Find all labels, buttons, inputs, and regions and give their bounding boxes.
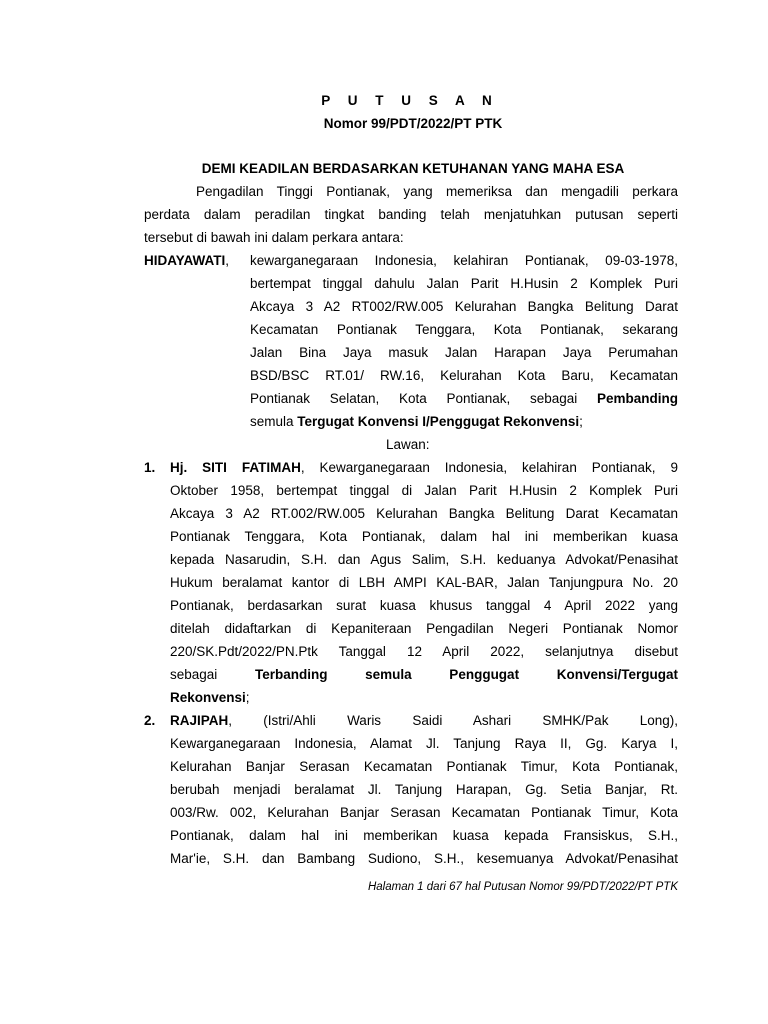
party2-name: Hj. SITI FATIMAH [170,460,301,475]
party1-line-2: bertempat tinggal dahulu Jalan Parit H.Husin 2 Komplek Puri [250,276,678,291]
party3-line-4: berubah menjadi beralamat Jl. Tanjung Harapan, Gg. Setia Banjar, Rt. [170,782,678,797]
party1-line-8 [250,411,583,433]
heading: DEMI KEADILAN BERDASARKAN KETUHANAN YANG MAHA ESA [201,161,625,176]
party1-line-1: kewarganegaraan Indonesia, kelahiran Pontianak, 09-03-1978, [250,253,678,268]
lawan-label: Lawan: [386,437,430,452]
party3-number: 2. [144,713,156,728]
party2-line-1-rest: , Kewarganegaraan Indonesia, kelahiran Pontianak, 9 [300,460,678,475]
party2-line-8: ditelah didaftarkan di Kepaniteraan Pengadilan Negeri Pontianak Nomor [170,621,678,636]
party3-line-1 [170,710,678,732]
intro-line-3: tersebut di bawah ini dalam perkara antara: [144,230,404,245]
party3-line-2: Kewarganegaraan Indonesia, Alamat Jl. Tanjung Raya II, Gg. Karya I, [170,736,678,751]
party2-line-10-pre: sebagai [170,667,218,682]
intro-line-1: Pengadilan Tinggi Pontianak, yang memeriksa dan mengadili perkara [196,184,678,199]
party2-line-11-post: ; [245,690,250,705]
party2-role: Terbanding semula Penggugat Konvensi/Tergugat [254,667,678,682]
party1-sep: , [225,253,230,268]
party3-line-3: Kelurahan Banjar Serasan Kecamatan Pontianak Timur, Kota Pontianak, [170,759,678,774]
party2-line-5: kepada Nasarudin, S.H. dan Agus Salim, S.H. keduanya Advokat/Penasihat [170,552,678,567]
party2-line-7: Pontianak, berdasarkan surat kuasa khusus tanggal 4 April 2022 yang [170,598,678,613]
party2-number: 1. [144,460,156,475]
party1-line-8-pre: semula [250,414,294,429]
party3-name: RAJIPAH [170,713,229,728]
party2-line-1 [170,457,678,479]
party1-role-detail: Tergugat Konvensi I/Penggugat Rekonvensi [297,414,580,429]
party2-role-end: Rekonvensi [170,690,246,705]
party2-line-11 [170,687,250,709]
case-number: Nomor 99/PDT/2022/PT PTK [323,116,503,131]
party2-line-3: Akcaya 3 A2 RT.002/RW.005 Kelurahan Bangka Belitung Darat Kecamatan [170,506,678,521]
party2-line-6: Hukum beralamat kantor di LBH AMPI KAL-BAR, Jalan Tanjungpura No. 20 [170,575,678,590]
party1-line-7 [250,388,678,410]
party1-line-7-text: Pontianak Selatan, Kota Pontianak, sebagai [250,391,578,406]
party1-line-8-post: ; [579,414,583,429]
party3-line-7: Mar'ie, S.H. dan Bambang Sudiono, S.H., kesemuanya Advokat/Penasihat [170,851,678,866]
party1-role: Pembanding [596,391,678,406]
party3-line-6: Pontianak, dalam hal ini memberikan kuasa kepada Fransiskus, S.H., [170,828,678,843]
party2-line-10 [170,664,678,686]
document-title: P U T U S A N [321,93,499,108]
party2-line-9: 220/SK.Pdt/2022/PN.Ptk Tanggal 12 April 2022, selanjutnya disebut [170,644,678,659]
party1-line-4: Kecamatan Pontianak Tenggara, Kota Pontianak, sekarang [250,322,678,337]
party1-line-3: Akcaya 3 A2 RT002/RW.005 Kelurahan Bangka Belitung Darat [250,299,678,314]
party3-line-5: 003/Rw. 002, Kelurahan Banjar Serasan Kecamatan Pontianak Timur, Kota [170,805,678,820]
party3-line-1-rest: , (Istri/Ahli Waris Saidi Ashari SMHK/Pak Long), [228,713,678,728]
party1-line-5: Jalan Bina Jaya masuk Jalan Harapan Jaya Perumahan [250,345,678,360]
party1-label [144,250,229,272]
page-footer: Halaman 1 dari 67 hal Putusan Nomor 99/PDT/2022/PT PTK [367,881,678,893]
party2-line-2: Oktober 1958, bertempat tinggal di Jalan Parit H.Husin 2 Komplek Puri [170,483,678,498]
intro-line-2: perdata dalam peradilan tingkat banding telah menjatuhkan putusan seperti [144,207,678,222]
party2-line-4: Pontianak Tenggara, Kota Pontianak, dalam hal ini memberikan kuasa [170,529,678,544]
party1-name: HIDAYAWATI [144,253,226,268]
party1-line-6: BSD/BSC RT.01/ RW.16, Kelurahan Kota Baru, Kecamatan [250,368,678,383]
